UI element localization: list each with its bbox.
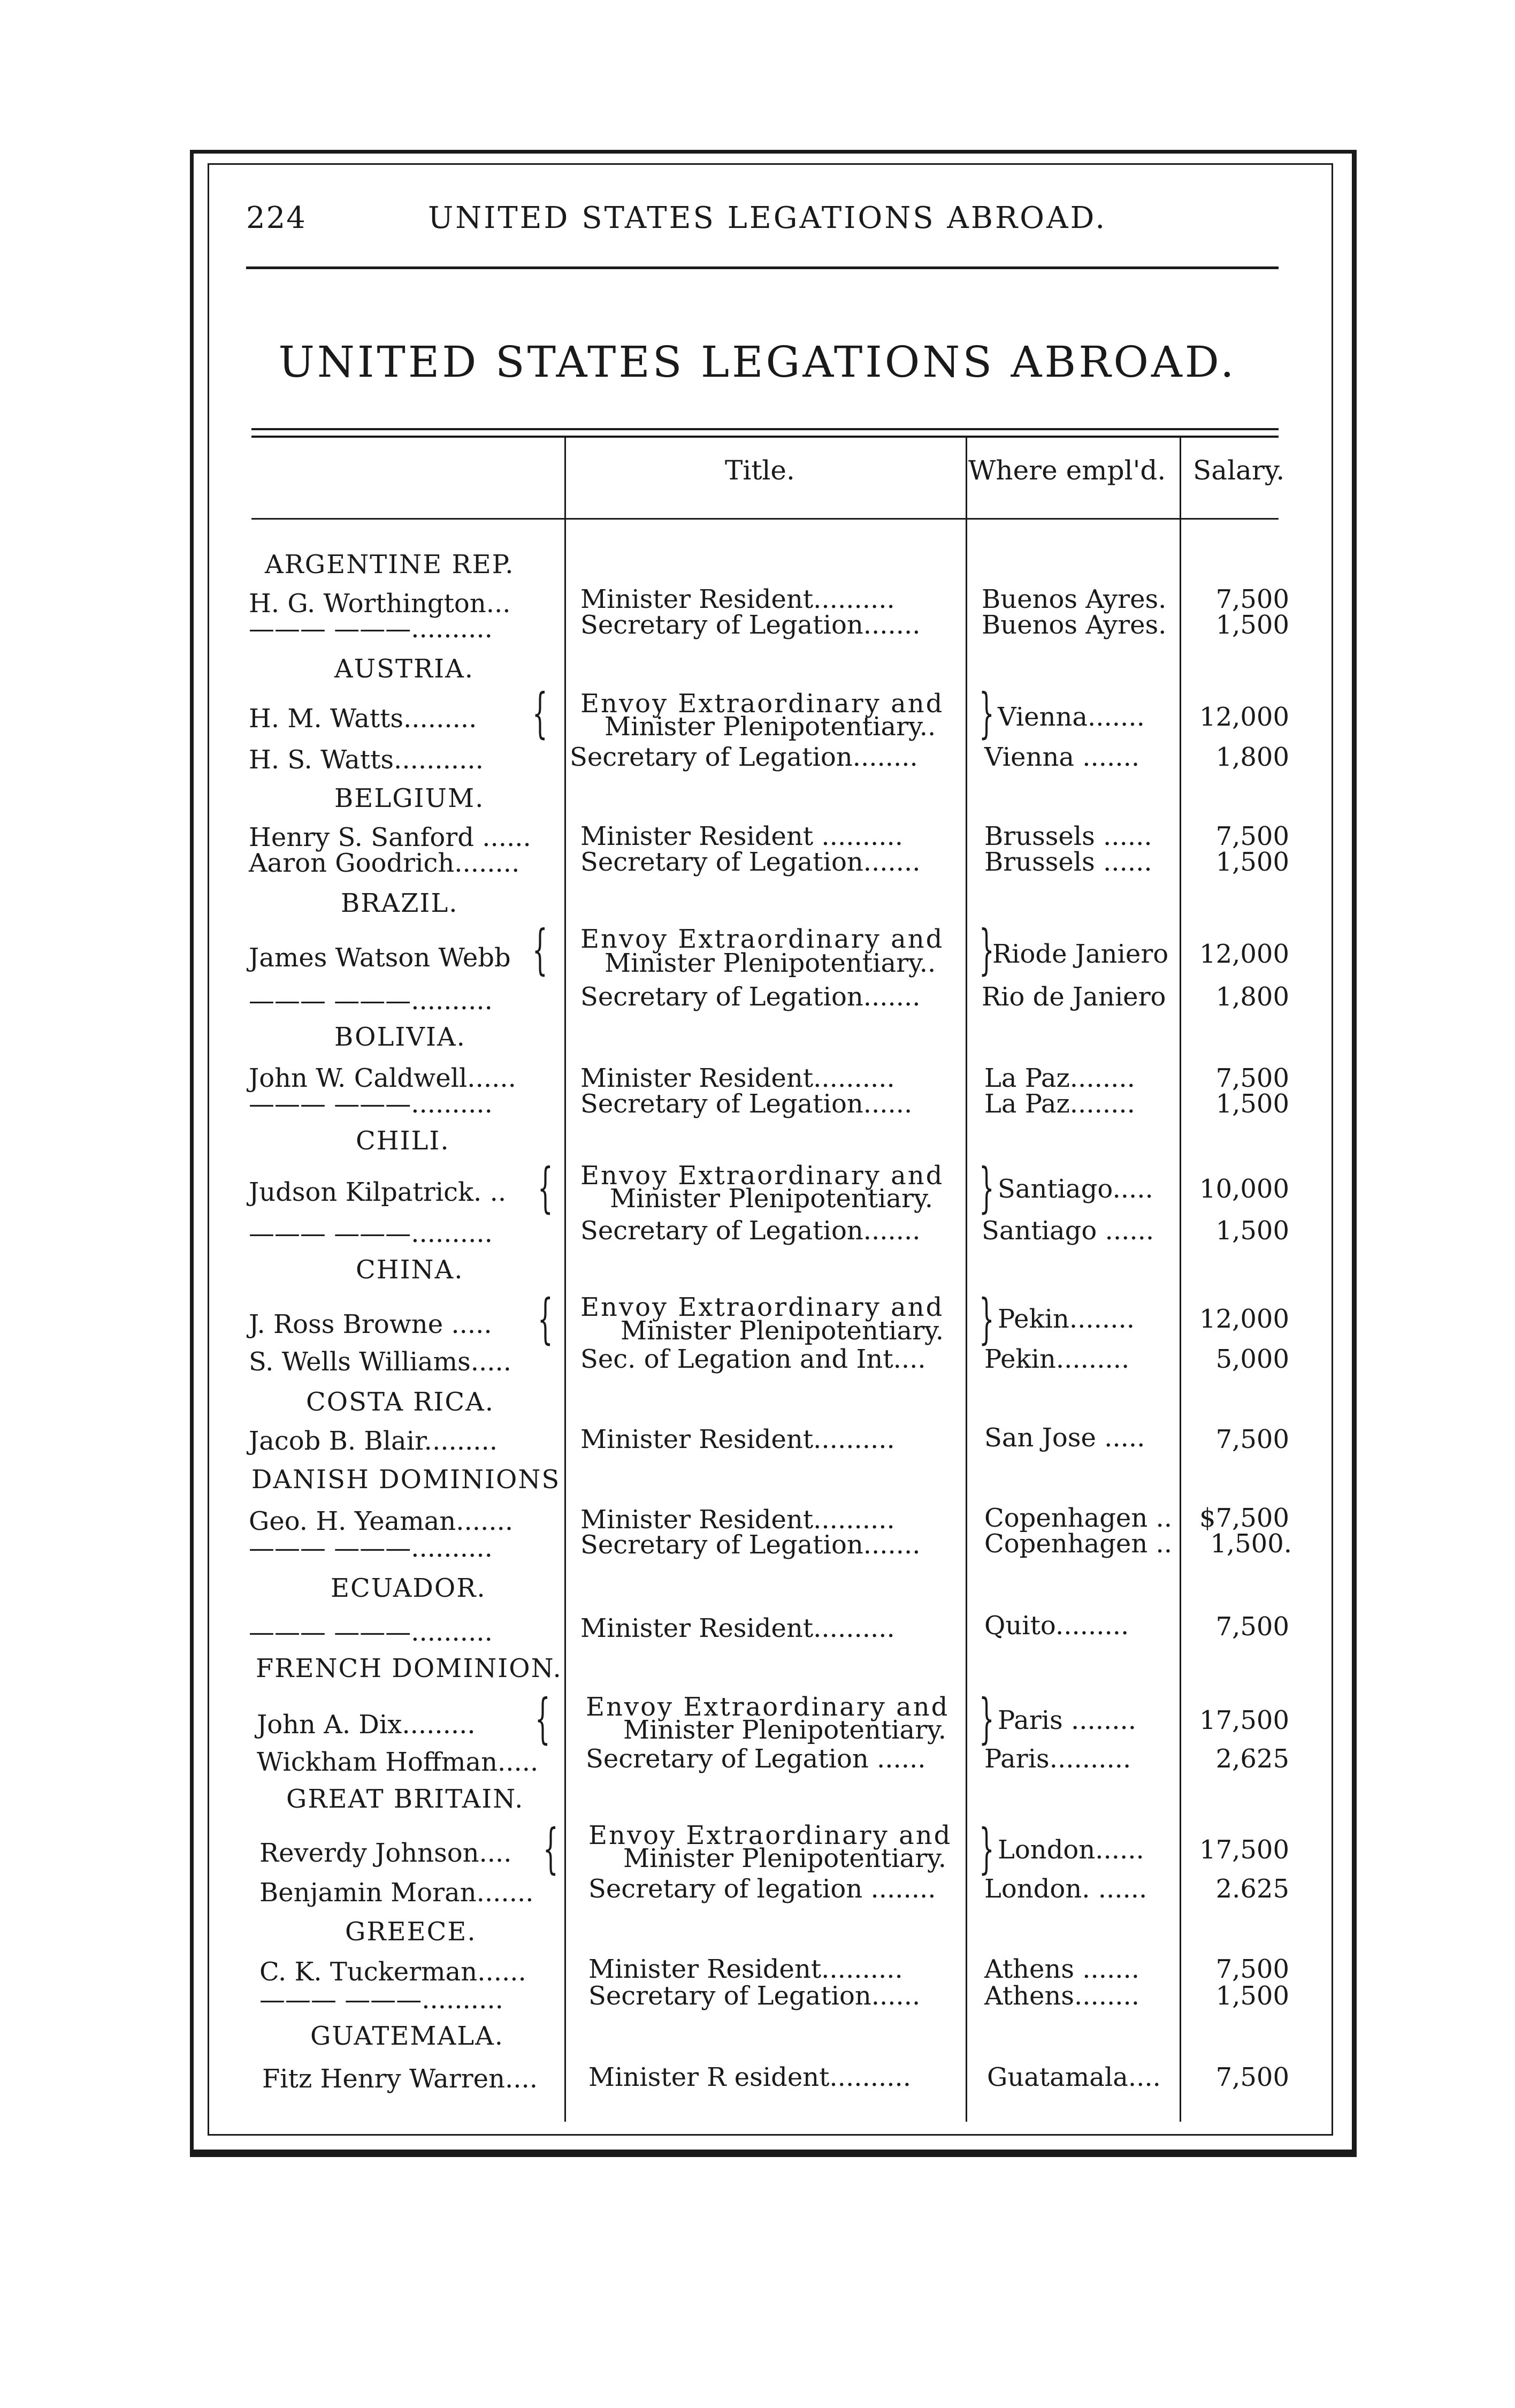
person-name: John W. Caldwell...... (249, 1063, 516, 1093)
person-name: Aaron Goodrich........ (249, 848, 520, 878)
post-location: Paris.......... (984, 1744, 1131, 1774)
running-head (246, 201, 1279, 243)
column-divider-title (564, 436, 566, 2122)
head-rule (246, 266, 1279, 269)
post-location: San Jose ..... (984, 1423, 1145, 1453)
post-location: Copenhagen .. (984, 1529, 1173, 1559)
person-name: ——— ———.......... (249, 986, 493, 1016)
column-header-salary: Salary. (1193, 455, 1285, 486)
salary-value: 7,500 (1215, 2062, 1289, 2092)
left-brace-icon: { (532, 918, 548, 981)
position-title: Minister Resident.......... (588, 1954, 903, 1984)
country-heading: CHILI. (356, 1126, 450, 1156)
salary-value: 1,500 (1215, 1981, 1289, 2011)
person-name: H. G. Worthington... (249, 589, 511, 619)
salary-value: 5,000 (1215, 1344, 1289, 1374)
person-name: S. Wells Williams..... (249, 1347, 512, 1377)
post-location: Pekin........ (998, 1304, 1135, 1334)
person-name: C. K. Tuckerman...... (259, 1957, 526, 1987)
person-name: H. M. Watts......... (249, 704, 477, 734)
salary-value: 1,500 (1215, 1089, 1289, 1119)
country-heading: GUATEMALA. (310, 2021, 504, 2051)
salary-value: 7,500 (1215, 1612, 1289, 1642)
right-brace-icon: } (979, 1687, 994, 1750)
post-location: Vienna....... (998, 702, 1145, 732)
column-divider-salary (1180, 436, 1181, 2122)
country-heading: GREAT BRITAIN. (286, 1784, 524, 1814)
person-name: James Watson Webb (249, 943, 511, 973)
salary-value: 10,000 (1199, 1174, 1289, 1204)
position-title: Secretary of Legation........ (570, 742, 918, 772)
position-title: Envoy Extraordinary and (588, 1820, 952, 1850)
post-location: Buenos Ayres. (982, 610, 1167, 640)
country-heading: ECUADOR. (331, 1573, 486, 1603)
position-title-line2: Minister Plenipotentiary.. (605, 712, 936, 742)
salary-value: 7,500 (1215, 821, 1289, 851)
post-location: Athens........ (984, 1981, 1140, 2011)
position-title: Envoy Extraordinary and (586, 1692, 950, 1722)
country-heading: FRENCH DOMINION. (256, 1653, 562, 1683)
position-title: Minister Resident.......... (580, 1613, 895, 1643)
position-title: Sec. of Legation and Int.... (580, 1344, 926, 1374)
person-name: ——— ———.......... (249, 1617, 493, 1647)
position-title: Minister R esident.......... (588, 2062, 911, 2092)
salary-value: 12,000 (1199, 939, 1289, 969)
country-heading: DANISH DOMINIONS (251, 1465, 561, 1495)
position-title-line2: Minister Plenipotentiary. (623, 1715, 947, 1745)
post-location: Santiago ...... (982, 1216, 1154, 1246)
person-name: ——— ———.......... (259, 1985, 503, 2015)
position-title: Envoy Extraordinary and (580, 689, 944, 719)
page-number: 224 (246, 201, 307, 235)
person-name: Fitz Henry Warren.... (262, 2064, 538, 2094)
post-location: London...... (998, 1835, 1144, 1865)
position-title: Secretary of Legation....... (580, 847, 921, 877)
header-bottom-rule (251, 518, 1279, 520)
post-location: Copenhagen .. (984, 1503, 1173, 1533)
position-title: Secretary of Legation...... (580, 1089, 913, 1119)
person-name: ——— ———.......... (249, 1089, 493, 1119)
post-location: Guatamala.... (987, 2062, 1161, 2092)
post-location: Brussels ...... (984, 821, 1152, 851)
right-brace-icon: } (979, 1817, 994, 1880)
position-title: Secretary of Legation ...... (586, 1744, 926, 1774)
left-brace-icon: { (543, 1817, 558, 1880)
person-name: Judson Kilpatrick. .. (249, 1177, 507, 1207)
post-location: Riode Janiero (992, 939, 1169, 969)
salary-value: 1,500 (1215, 847, 1289, 877)
post-location: Santiago..... (998, 1174, 1153, 1204)
position-title: Secretary of Legation....... (580, 610, 921, 640)
salary-value: 1,800 (1215, 982, 1289, 1012)
country-heading: AUSTRIA. (334, 654, 475, 684)
country-heading: BELGIUM. (334, 783, 485, 813)
page-title: UNITED STATES LEGATIONS ABROAD. (278, 337, 1237, 387)
post-location: Athens ....... (984, 1954, 1140, 1984)
column-header-where: Where empl'd. (968, 455, 1166, 486)
country-heading: COSTA RICA. (306, 1387, 495, 1417)
salary-value: 7,500 (1215, 1063, 1289, 1093)
position-title: Minister Resident .......... (580, 821, 903, 851)
position-title: Minister Resident.......... (580, 1505, 895, 1535)
position-title-line2: Minister Plenipotentiary. (623, 1843, 947, 1873)
person-name: ——— ———.......... (249, 1218, 493, 1248)
person-name: Wickham Hoffman..... (257, 1747, 539, 1777)
position-title: Minister Resident.......... (580, 584, 895, 614)
left-brace-icon: { (538, 1287, 553, 1350)
post-location: La Paz........ (984, 1089, 1135, 1119)
salary-value: 1,500. (1210, 1529, 1292, 1559)
salary-value: 17,500 (1199, 1835, 1289, 1865)
person-name: Geo. H. Yeaman....... (249, 1506, 514, 1536)
salary-value: 2,625 (1215, 1744, 1289, 1774)
post-location: Brussels ...... (984, 847, 1152, 877)
salary-value: 12,000 (1199, 1304, 1289, 1334)
post-location: Vienna ....... (984, 742, 1140, 772)
post-location: Paris ........ (998, 1705, 1137, 1735)
running-title: UNITED STATES LEGATIONS ABROAD. (428, 201, 1107, 235)
salary-value: 1,500 (1215, 610, 1289, 640)
post-location: London. ...... (984, 1874, 1147, 1904)
position-title: Secretary of legation ........ (588, 1874, 936, 1904)
position-title: Envoy Extraordinary and (580, 1292, 944, 1322)
person-name: Benjamin Moran....... (259, 1878, 534, 1908)
position-title: Envoy Extraordinary and (580, 924, 944, 954)
country-heading: BRAZIL. (341, 888, 458, 918)
position-title: Secretary of Legation....... (580, 982, 921, 1012)
salary-value: 12,000 (1199, 702, 1289, 732)
position-title-line2: Minister Plenipotentiary. (610, 1184, 934, 1214)
column-header-title: Title. (725, 455, 795, 486)
person-name: ——— ———.......... (249, 1533, 493, 1563)
right-brace-icon: } (979, 682, 994, 744)
table-top-rule-1 (251, 428, 1279, 430)
right-brace-icon: } (979, 1156, 994, 1219)
country-heading: GREECE. (345, 1917, 477, 1947)
right-brace-icon: } (979, 918, 994, 981)
post-location: La Paz........ (984, 1063, 1135, 1093)
post-location: Quito......... (984, 1611, 1129, 1641)
column-divider-where (966, 436, 967, 2122)
country-heading: ARGENTINE REP. (265, 550, 515, 580)
position-title: Secretary of Legation...... (588, 1981, 921, 2011)
left-brace-icon: { (535, 1687, 550, 1750)
salary-value: 7,500 (1215, 1954, 1289, 1984)
position-title: Minister Resident.......... (580, 1063, 895, 1093)
person-name: Henry S. Sanford ...... (249, 822, 531, 852)
position-title: Secretary of Legation....... (580, 1530, 921, 1560)
left-brace-icon: { (538, 1156, 553, 1219)
position-title-line2: Minister Plenipotentiary. (621, 1316, 944, 1346)
person-name: H. S. Watts........... (249, 745, 484, 775)
person-name: Reverdy Johnson.... (259, 1838, 512, 1868)
left-brace-icon: { (532, 682, 548, 744)
country-heading: BOLIVIA. (334, 1022, 466, 1052)
salary-value: 7,500 (1215, 1424, 1289, 1454)
salary-value: 1,500 (1215, 1216, 1289, 1246)
person-name: ——— ———.......... (249, 614, 493, 644)
table-top-rule-2 (251, 436, 1279, 438)
post-location: Pekin......... (984, 1344, 1130, 1374)
salary-value: 17,500 (1199, 1705, 1289, 1735)
salary-value: 2.625 (1215, 1874, 1289, 1904)
salary-value: 7,500 (1215, 584, 1289, 614)
position-title: Envoy Extraordinary and (580, 1161, 944, 1191)
person-name: Jacob B. Blair......... (249, 1426, 498, 1456)
salary-value: $7,500 (1199, 1503, 1289, 1533)
country-heading: CHINA. (356, 1255, 464, 1285)
position-title: Minister Resident.......... (580, 1424, 895, 1454)
post-location: Buenos Ayres. (982, 584, 1167, 614)
position-title: Secretary of Legation....... (580, 1216, 921, 1246)
right-brace-icon: } (979, 1287, 994, 1350)
person-name: J. Ross Browne ..... (249, 1309, 492, 1339)
post-location: Rio de Janiero (982, 982, 1166, 1012)
salary-value: 1,800 (1215, 742, 1289, 772)
person-name: John A. Dix......... (257, 1710, 476, 1740)
position-title-line2: Minister Plenipotentiary.. (605, 948, 936, 978)
